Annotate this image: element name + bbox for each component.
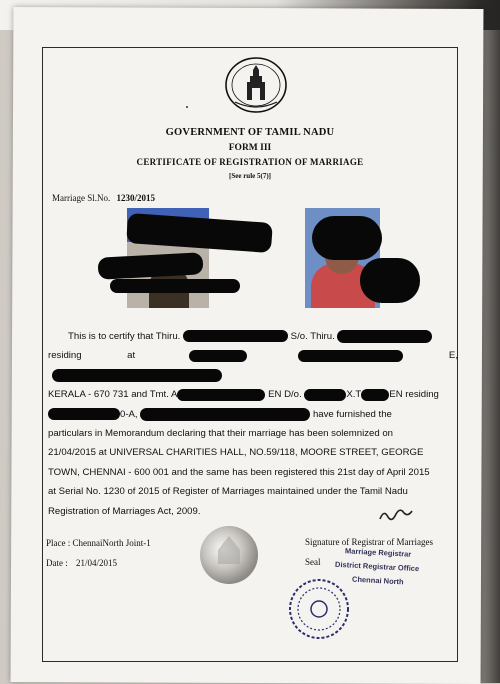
redaction — [189, 350, 247, 362]
rule-reference: [See rule 5(7)] — [229, 172, 271, 180]
body-l4a: 0-A, — [120, 408, 138, 420]
place-label: Place : — [46, 538, 71, 548]
redaction — [361, 389, 389, 401]
redaction-wife-face — [312, 216, 382, 260]
body-line-1 — [48, 327, 458, 346]
place-row — [46, 538, 151, 548]
seal-label: Seal — [305, 557, 321, 567]
redaction — [298, 350, 403, 362]
official-round-seal-icon — [288, 578, 350, 640]
redaction — [52, 369, 222, 382]
body-line-8: at Serial No. 1230 of 2015 of Register of Marriages maintained under the Tamil Nadu — [48, 486, 408, 498]
signature-label: Signature of Registrar of Marriages — [305, 537, 433, 547]
registrar-stamp-line-2: District Registrar Office — [334, 559, 420, 574]
form-heading: FORM III — [228, 143, 272, 153]
marriage-serial-label: Marriage Sl.No. — [52, 193, 111, 203]
redaction — [177, 389, 265, 401]
body-line-9: Registration of Marriages Act, 2009. — [48, 505, 201, 517]
body-l1b: S/o. Thiru. — [290, 331, 335, 342]
body-line-4 — [48, 405, 458, 424]
body-l1a: This is to certify that Thiru. — [68, 331, 181, 342]
signature-mark-icon — [378, 505, 414, 525]
certificate-body — [48, 327, 458, 521]
redaction — [183, 330, 288, 342]
redaction — [304, 389, 346, 401]
redaction-wife-stamp — [360, 258, 420, 303]
body-l2b: E, — [448, 350, 458, 362]
date-label: Date : — [46, 558, 68, 568]
date-row — [46, 558, 117, 568]
registrar-stamp-line-3: Chennai North — [351, 574, 404, 587]
marriage-serial — [52, 193, 155, 203]
body-l3d: EN residing — [389, 389, 439, 401]
body-line-3 — [48, 385, 458, 404]
redaction — [337, 330, 432, 343]
date-value: 21/04/2015 — [76, 558, 118, 568]
body-line-2 — [48, 346, 458, 385]
body-line-5: particulars in Memorandum declaring that their marriage has been solemnized on — [48, 428, 394, 440]
body-line-7: TOWN, CHENNAI - 600 001 and the same has been registered this 21st day of April 2015 — [48, 466, 430, 478]
marriage-serial-value: 1230/2015 — [116, 193, 156, 203]
hologram-seal-icon — [198, 524, 260, 586]
speck — [186, 106, 188, 108]
body-l4b: have furnished the — [312, 408, 392, 420]
place-value: ChennaiNorth Joint-1 — [72, 538, 151, 548]
redaction-husband-stamp-2 — [110, 279, 240, 293]
redaction — [140, 408, 310, 421]
tamil-nadu-emblem-icon — [223, 56, 289, 114]
certificate-title: CERTIFICATE OF REGISTRATION OF MARRIAGE — [136, 157, 364, 167]
body-line-6: 21/04/2015 at UNIVERSAL CHARITIES HALL, NO.59/118, MOORE STREET, GEORGE — [48, 447, 424, 459]
government-heading: GOVERNMENT OF TAMIL NADU — [165, 127, 335, 138]
registrar-stamp-line-1: Marriage Registrar — [344, 546, 412, 559]
body-l3c: X.T — [346, 389, 362, 401]
body-l3b: EN D/o. — [268, 389, 302, 401]
redaction — [48, 408, 120, 420]
body-l3a: KERALA - 670 731 and Tmt. A — [48, 389, 178, 401]
body-l2a: residing at — [48, 350, 136, 362]
